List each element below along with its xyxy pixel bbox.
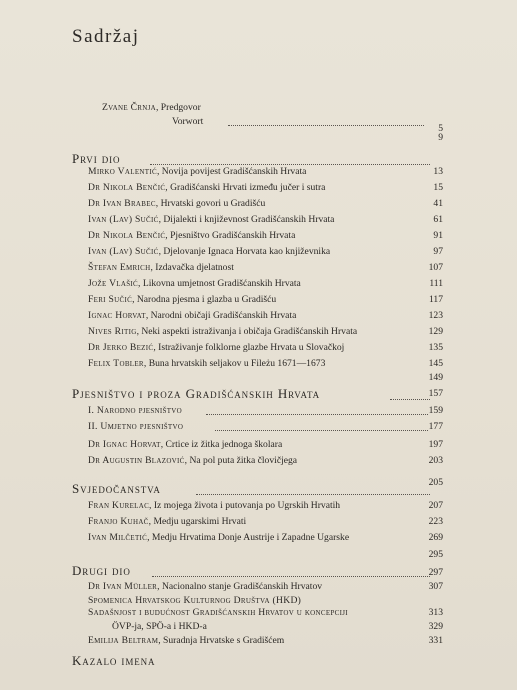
- toc-entry: Fran Kurelac, Iz mojega života i putovanja po Ugrskih Hrvatih 207: [88, 500, 443, 511]
- page-number: 15: [433, 182, 443, 193]
- page-number: 329: [428, 621, 443, 632]
- page-number: 13: [433, 166, 443, 177]
- toc-entry: ÖVP-ja, SPÖ-a i HKD-a 329: [112, 621, 443, 632]
- page-number: 107: [428, 262, 443, 273]
- toc-entry: Felix Tobler, Buna hrvatskih seljakov u Fileżu 1671—1673 145: [88, 358, 443, 369]
- page-number: 41: [433, 198, 443, 209]
- toc-entry: Jože Vlašić, Likovna umjetnost Gradišćanskih Hrvata 111: [88, 278, 443, 289]
- page-number: 197: [428, 439, 443, 450]
- toc-entry: II. Umjetno pjesništvo 177: [88, 421, 443, 432]
- page-number: 123: [428, 310, 443, 321]
- page-number: 295: [428, 549, 443, 560]
- toc-entry: Štefan Emrich, Izdavačka djelatnost 107: [88, 262, 443, 273]
- section-heading-pjesnistvo: Pjesništvo i proza Gradišćanskih Hrvata 157: [72, 386, 443, 401]
- toc-entry: [0, 548, 517, 562]
- entry-title: Vorwort: [172, 116, 204, 127]
- page-number: 331: [428, 635, 443, 646]
- toc-entry: Ignac Horvat, Narodni običaji Gradišćanskih Hrvata 123: [88, 310, 443, 321]
- toc-entry: Ivan Milčetić, Medju Hrvatima Donje Austrije i Zapadne Ugarske 269: [88, 532, 443, 543]
- toc-entry-vorwort: [0, 115, 517, 134]
- page-number: 97: [433, 246, 443, 257]
- leader-dots: [196, 494, 430, 495]
- page-number: 159: [428, 405, 443, 416]
- page-number: 207: [428, 500, 443, 511]
- entry-author: Zvane Črnja: [102, 102, 156, 113]
- toc-entry: Dr Jerko Bezić, Istraživanje folklorne glazbe Hrvata u Slovačkoj 135: [88, 342, 443, 353]
- toc-entry: Dr Nikola Benčić, Gradišćanski Hrvati između jučer i sutra 15: [88, 182, 443, 193]
- page-number: 307: [428, 581, 443, 592]
- page-number: 203: [428, 455, 443, 466]
- toc-entry: Mirko Valentić, Novija povijest Gradišćanskih Hrvata 13: [88, 166, 443, 177]
- toc-entry: Ivan (Lav) Sučić, Djelovanje Ignaca Horvata kao književnika 97: [88, 246, 443, 257]
- page-number: 91: [433, 230, 443, 241]
- page-title: Sadržaj: [72, 26, 140, 47]
- page-number: 129: [428, 326, 443, 337]
- leader-dots: [215, 430, 428, 431]
- page-number: 313: [428, 607, 443, 618]
- toc-entry-vorwort-page: [0, 131, 517, 145]
- page-number: 269: [428, 532, 443, 543]
- page-number: 149: [428, 372, 443, 383]
- section-heading-kazalo: Kazalo imena: [72, 653, 156, 668]
- page-number: 177: [428, 421, 443, 432]
- section-heading-svjedocanstva: Svjedočanstva 205: [0, 480, 517, 498]
- toc-entry: Dr Ivan Brabec, Hrvatski govori u Gradišću 41: [88, 198, 443, 209]
- toc-entry: Spomenica Hrvatskog Kulturnog Društva (HKD): [88, 595, 302, 606]
- toc-entry: I. Narodno pjesništvo 159: [88, 405, 443, 416]
- page-number: 223: [428, 516, 443, 527]
- page-number: 135: [428, 342, 443, 353]
- toc-entry: Feri Sučić, Narodna pjesma i glazba u Gradišću 117: [88, 294, 443, 305]
- page-number: 61: [433, 214, 443, 225]
- toc-entry: Dr Nikola Benčić, Pjesništvo Gradišćanskih Hrvata 91: [88, 230, 443, 241]
- page-number: 297: [428, 567, 443, 578]
- leader-dots: [206, 414, 428, 415]
- leader-dots: [228, 125, 424, 126]
- toc-entry: Emilija Beltram, Suradnja Hrvatske s Gradišćem 331: [88, 635, 443, 646]
- toc-entry: Dr Augustin Blazović, Na pol puta žitka človičjega 203: [88, 455, 443, 466]
- toc-entry: Dr Ivan Müller, Nacionalno stanje Gradišćanskih Hrvatov 307: [88, 581, 443, 592]
- page-number: 9: [438, 132, 443, 143]
- toc-entry: Ivan (Lav) Sučić, Dijalekti i književnost Gradišćanskih Hrvata 61: [88, 214, 443, 225]
- toc-entry: [0, 371, 517, 385]
- section-heading-prvi-dio: Prvi dio: [0, 150, 517, 168]
- page-number: 117: [428, 294, 443, 305]
- toc-entry: Sadašnjost i budućnost Gradišćanskih Hrvatov u koncepciji 313: [88, 607, 443, 618]
- toc-entry: Nives Ritig, Neki aspekti istraživanja i običaja Gradišćanskih Hrvata 129: [88, 326, 443, 337]
- toc-entry: Franjo Kuhač, Medju ugarskimi Hrvati 223: [88, 516, 443, 527]
- entry-title: Predgovor: [160, 102, 201, 113]
- page-number: 145: [428, 358, 443, 369]
- toc-entry-preface: Zvane Črnja, Predgovor: [102, 102, 201, 113]
- page-number: 157: [428, 388, 443, 399]
- section-heading-drugi-dio: Drugi dio 297: [0, 562, 517, 580]
- page-number: 205: [428, 477, 443, 488]
- page-number: 111: [429, 278, 443, 289]
- toc-entry: Dr Ignac Horvat, Crtice iz žitka jednoga školara 197: [88, 439, 443, 450]
- leader-dots: [152, 576, 430, 577]
- page-number: 5: [438, 123, 443, 134]
